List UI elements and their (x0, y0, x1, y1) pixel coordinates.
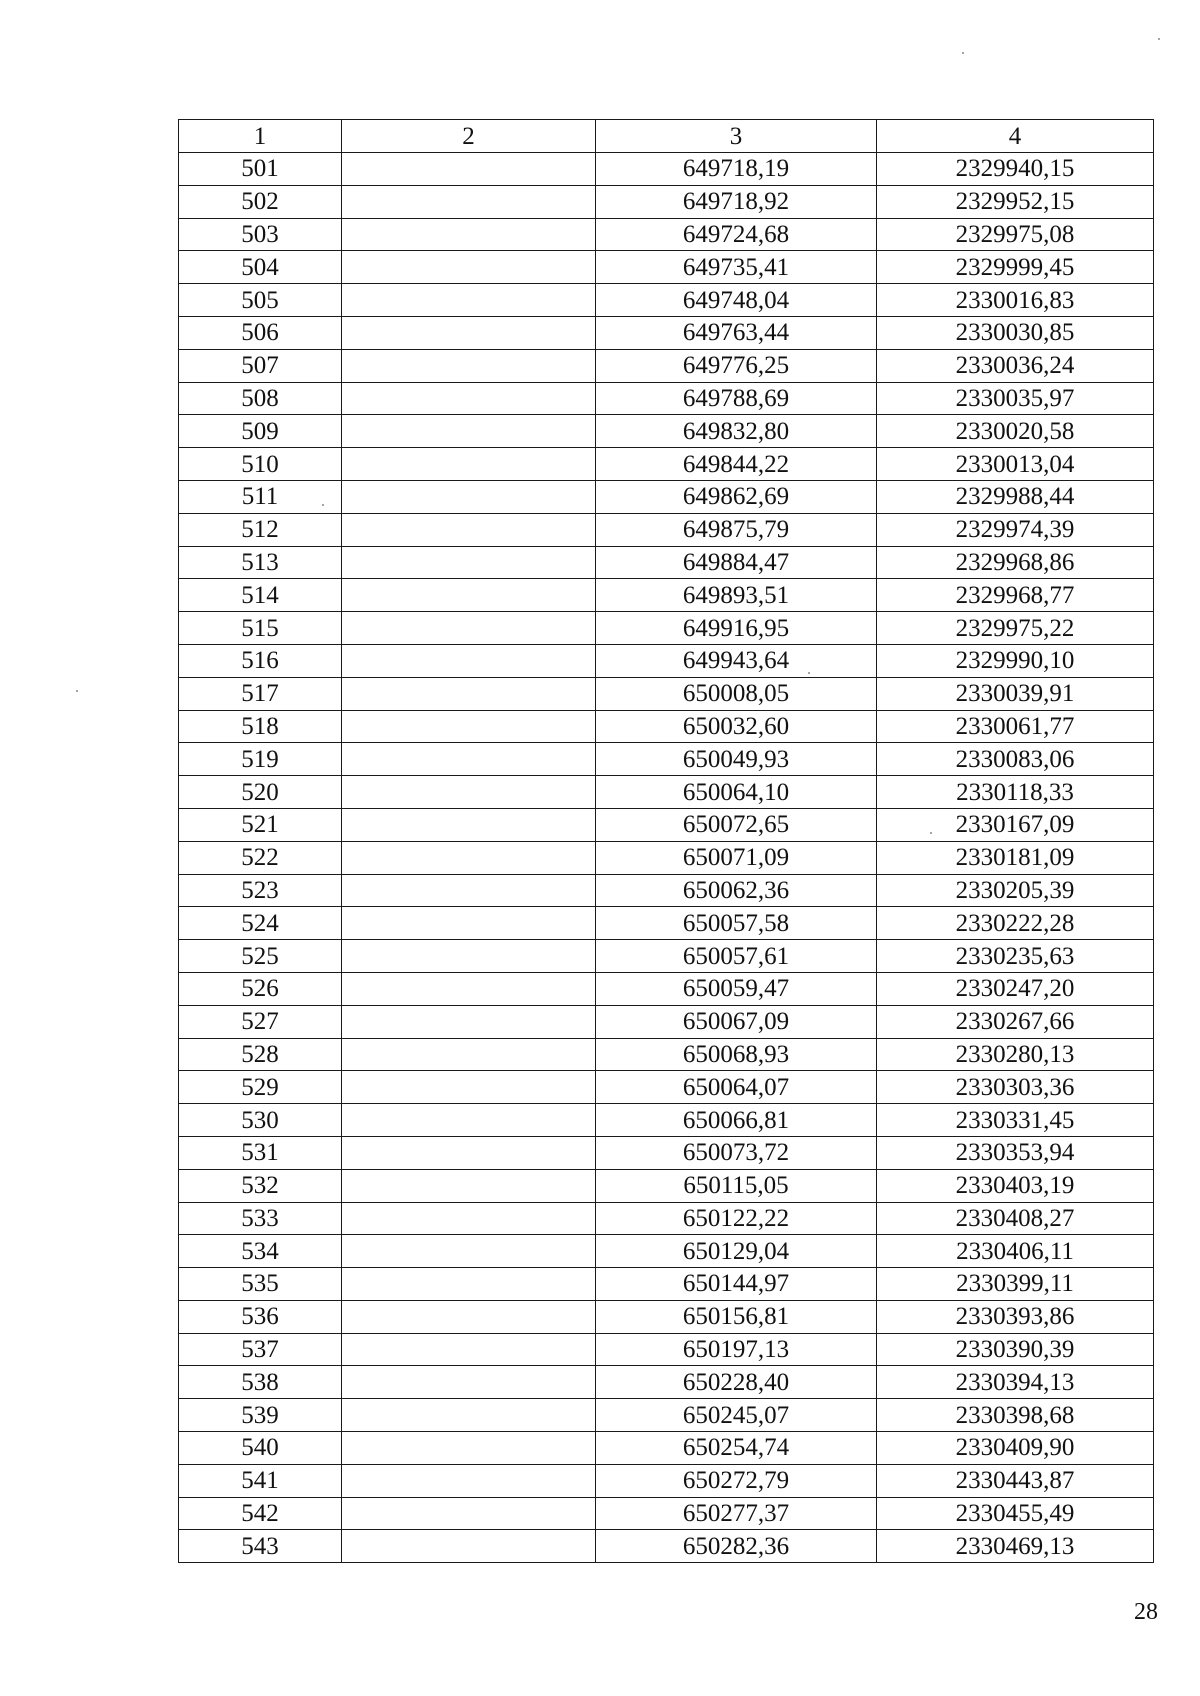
point-number-cell: 513 (179, 546, 342, 579)
point-number-cell: 539 (179, 1399, 342, 1432)
empty-cell (342, 1399, 596, 1432)
x-coordinate-cell: 650197,13 (596, 1333, 877, 1366)
empty-cell (342, 1202, 596, 1235)
x-coordinate-cell: 649893,51 (596, 579, 877, 612)
table-row (179, 382, 1154, 415)
point-number-cell: 536 (179, 1300, 342, 1333)
y-coordinate-cell: 2330205,39 (877, 874, 1154, 907)
scan-speck (1158, 38, 1160, 40)
point-number-cell: 510 (179, 448, 342, 481)
table-row (179, 1005, 1154, 1038)
y-coordinate-cell: 2330061,77 (877, 710, 1154, 743)
point-number-cell: 522 (179, 841, 342, 874)
point-number-cell: 524 (179, 907, 342, 940)
y-coordinate-cell: 2330222,28 (877, 907, 1154, 940)
empty-cell (342, 480, 596, 513)
point-number-cell: 507 (179, 349, 342, 382)
table-row (179, 1136, 1154, 1169)
y-coordinate-cell: 2330394,13 (877, 1366, 1154, 1399)
point-number-cell: 525 (179, 940, 342, 973)
y-coordinate-cell: 2330409,90 (877, 1432, 1154, 1465)
point-number-cell: 541 (179, 1464, 342, 1497)
table-row (179, 907, 1154, 940)
x-coordinate-cell: 650067,09 (596, 1005, 877, 1038)
empty-cell (342, 972, 596, 1005)
empty-cell (342, 579, 596, 612)
y-coordinate-cell: 2330406,11 (877, 1235, 1154, 1268)
table-row (179, 710, 1154, 743)
y-coordinate-cell: 2329975,08 (877, 218, 1154, 251)
table-row (179, 776, 1154, 809)
empty-cell (342, 776, 596, 809)
empty-cell (342, 284, 596, 317)
point-number-cell: 534 (179, 1235, 342, 1268)
x-coordinate-cell: 649724,68 (596, 218, 877, 251)
y-coordinate-cell: 2329999,45 (877, 251, 1154, 284)
point-number-cell: 506 (179, 316, 342, 349)
table-row (179, 1464, 1154, 1497)
x-coordinate-cell: 649844,22 (596, 448, 877, 481)
table-row (179, 1432, 1154, 1465)
empty-cell (342, 612, 596, 645)
table-row (179, 349, 1154, 382)
x-coordinate-cell: 650071,09 (596, 841, 877, 874)
x-coordinate-cell: 650064,10 (596, 776, 877, 809)
table-row (179, 546, 1154, 579)
table-row (179, 1038, 1154, 1071)
table-row (179, 1399, 1154, 1432)
y-coordinate-cell: 2330039,91 (877, 677, 1154, 710)
x-coordinate-cell: 649776,25 (596, 349, 877, 382)
x-coordinate-cell: 649718,92 (596, 185, 877, 218)
table-row (179, 1333, 1154, 1366)
empty-cell (342, 1169, 596, 1202)
empty-cell (342, 153, 596, 186)
x-coordinate-cell: 650129,04 (596, 1235, 877, 1268)
table-row (179, 1530, 1154, 1563)
point-number-cell: 505 (179, 284, 342, 317)
y-coordinate-cell: 2329968,86 (877, 546, 1154, 579)
table-row (179, 415, 1154, 448)
point-number-cell: 540 (179, 1432, 342, 1465)
table-row (179, 448, 1154, 481)
empty-cell (342, 1366, 596, 1399)
column-header: 2 (342, 120, 596, 153)
empty-cell (342, 907, 596, 940)
scan-speck (76, 690, 78, 692)
y-coordinate-cell: 2329974,39 (877, 513, 1154, 546)
point-number-cell: 508 (179, 382, 342, 415)
empty-cell (342, 1333, 596, 1366)
x-coordinate-cell: 649884,47 (596, 546, 877, 579)
point-number-cell: 533 (179, 1202, 342, 1235)
point-number-cell: 527 (179, 1005, 342, 1038)
x-coordinate-cell: 649718,19 (596, 153, 877, 186)
table-row (179, 1366, 1154, 1399)
y-coordinate-cell: 2330030,85 (877, 316, 1154, 349)
y-coordinate-cell: 2330083,06 (877, 743, 1154, 776)
x-coordinate-cell: 650272,79 (596, 1464, 877, 1497)
y-coordinate-cell: 2330036,24 (877, 349, 1154, 382)
empty-cell (342, 1235, 596, 1268)
empty-cell (342, 185, 596, 218)
empty-cell (342, 940, 596, 973)
y-coordinate-cell: 2330393,86 (877, 1300, 1154, 1333)
y-coordinate-cell: 2330035,97 (877, 382, 1154, 415)
empty-cell (342, 218, 596, 251)
empty-cell (342, 316, 596, 349)
x-coordinate-cell: 650228,40 (596, 1366, 877, 1399)
point-number-cell: 535 (179, 1268, 342, 1301)
table-row (179, 1104, 1154, 1137)
x-coordinate-cell: 649763,44 (596, 316, 877, 349)
x-coordinate-cell: 649832,80 (596, 415, 877, 448)
table-row (179, 316, 1154, 349)
y-coordinate-cell: 2330403,19 (877, 1169, 1154, 1202)
x-coordinate-cell: 650282,36 (596, 1530, 877, 1563)
x-coordinate-cell: 650068,93 (596, 1038, 877, 1071)
x-coordinate-cell: 650057,58 (596, 907, 877, 940)
empty-cell (342, 1005, 596, 1038)
point-number-cell: 514 (179, 579, 342, 612)
empty-cell (342, 743, 596, 776)
point-number-cell: 518 (179, 710, 342, 743)
empty-cell (342, 513, 596, 546)
table-row (179, 1071, 1154, 1104)
empty-cell (342, 1497, 596, 1530)
x-coordinate-cell: 649862,69 (596, 480, 877, 513)
point-number-cell: 543 (179, 1530, 342, 1563)
table-row (179, 579, 1154, 612)
x-coordinate-cell: 650008,05 (596, 677, 877, 710)
page-number: 28 (1134, 1599, 1158, 1625)
table-row (179, 841, 1154, 874)
x-coordinate-cell: 649788,69 (596, 382, 877, 415)
empty-cell (342, 841, 596, 874)
table-row (179, 1268, 1154, 1301)
y-coordinate-cell: 2330167,09 (877, 808, 1154, 841)
y-coordinate-cell: 2330408,27 (877, 1202, 1154, 1235)
table-row (179, 1169, 1154, 1202)
point-number-cell: 509 (179, 415, 342, 448)
point-number-cell: 529 (179, 1071, 342, 1104)
empty-cell (342, 1464, 596, 1497)
table-row (179, 284, 1154, 317)
x-coordinate-cell: 650057,61 (596, 940, 877, 973)
empty-cell (342, 874, 596, 907)
point-number-cell: 523 (179, 874, 342, 907)
y-coordinate-cell: 2330353,94 (877, 1136, 1154, 1169)
y-coordinate-cell: 2330280,13 (877, 1038, 1154, 1071)
empty-cell (342, 808, 596, 841)
y-coordinate-cell: 2329968,77 (877, 579, 1154, 612)
empty-cell (342, 415, 596, 448)
scan-speck (962, 52, 964, 54)
point-number-cell: 520 (179, 776, 342, 809)
empty-cell (342, 1432, 596, 1465)
table-row (179, 808, 1154, 841)
x-coordinate-cell: 650059,47 (596, 972, 877, 1005)
table-row (179, 677, 1154, 710)
table-row (179, 1202, 1154, 1235)
table-row (179, 153, 1154, 186)
table-row (179, 513, 1154, 546)
y-coordinate-cell: 2330267,66 (877, 1005, 1154, 1038)
x-coordinate-cell: 650066,81 (596, 1104, 877, 1137)
empty-cell (342, 1136, 596, 1169)
point-number-cell: 502 (179, 185, 342, 218)
table-row (179, 1235, 1154, 1268)
empty-cell (342, 1038, 596, 1071)
empty-cell (342, 677, 596, 710)
point-number-cell: 516 (179, 644, 342, 677)
x-coordinate-cell: 650062,36 (596, 874, 877, 907)
point-number-cell: 526 (179, 972, 342, 1005)
empty-cell (342, 710, 596, 743)
empty-cell (342, 1071, 596, 1104)
y-coordinate-cell: 2329975,22 (877, 612, 1154, 645)
y-coordinate-cell: 2330469,13 (877, 1530, 1154, 1563)
point-number-cell: 501 (179, 153, 342, 186)
point-number-cell: 521 (179, 808, 342, 841)
empty-cell (342, 1268, 596, 1301)
table-row (179, 940, 1154, 973)
x-coordinate-cell: 650245,07 (596, 1399, 877, 1432)
y-coordinate-cell: 2330235,63 (877, 940, 1154, 973)
point-number-cell: 537 (179, 1333, 342, 1366)
y-coordinate-cell: 2330303,36 (877, 1071, 1154, 1104)
y-coordinate-cell: 2330398,68 (877, 1399, 1154, 1432)
table-body (179, 153, 1154, 1563)
point-number-cell: 511 (179, 480, 342, 513)
empty-cell (342, 1104, 596, 1137)
table-row (179, 1497, 1154, 1530)
table-row (179, 612, 1154, 645)
x-coordinate-cell: 650144,97 (596, 1268, 877, 1301)
y-coordinate-cell: 2330399,11 (877, 1268, 1154, 1301)
y-coordinate-cell: 2329990,10 (877, 644, 1154, 677)
x-coordinate-cell: 649943,64 (596, 644, 877, 677)
y-coordinate-cell: 2330118,33 (877, 776, 1154, 809)
empty-cell (342, 1300, 596, 1333)
x-coordinate-cell: 650115,05 (596, 1169, 877, 1202)
y-coordinate-cell: 2330020,58 (877, 415, 1154, 448)
y-coordinate-cell: 2330247,20 (877, 972, 1154, 1005)
table-row (179, 480, 1154, 513)
x-coordinate-cell: 650156,81 (596, 1300, 877, 1333)
y-coordinate-cell: 2330016,83 (877, 284, 1154, 317)
point-number-cell: 512 (179, 513, 342, 546)
table-row (179, 218, 1154, 251)
point-number-cell: 531 (179, 1136, 342, 1169)
table-row (179, 874, 1154, 907)
point-number-cell: 515 (179, 612, 342, 645)
empty-cell (342, 251, 596, 284)
y-coordinate-cell: 2330331,45 (877, 1104, 1154, 1137)
column-header: 4 (877, 120, 1154, 153)
point-number-cell: 538 (179, 1366, 342, 1399)
empty-cell (342, 349, 596, 382)
table-row (179, 972, 1154, 1005)
table-row (179, 1300, 1154, 1333)
point-number-cell: 528 (179, 1038, 342, 1071)
x-coordinate-cell: 650072,65 (596, 808, 877, 841)
x-coordinate-cell: 649735,41 (596, 251, 877, 284)
point-number-cell: 503 (179, 218, 342, 251)
y-coordinate-cell: 2329940,15 (877, 153, 1154, 186)
y-coordinate-cell: 2330181,09 (877, 841, 1154, 874)
table-row (179, 251, 1154, 284)
column-header: 1 (179, 120, 342, 153)
x-coordinate-cell: 649875,79 (596, 513, 877, 546)
x-coordinate-cell: 650277,37 (596, 1497, 877, 1530)
y-coordinate-cell: 2330390,39 (877, 1333, 1154, 1366)
x-coordinate-cell: 650254,74 (596, 1432, 877, 1465)
y-coordinate-cell: 2330455,49 (877, 1497, 1154, 1530)
y-coordinate-cell: 2329988,44 (877, 480, 1154, 513)
x-coordinate-cell: 650032,60 (596, 710, 877, 743)
point-number-cell: 504 (179, 251, 342, 284)
point-number-cell: 532 (179, 1169, 342, 1202)
x-coordinate-cell: 650064,07 (596, 1071, 877, 1104)
y-coordinate-cell: 2330013,04 (877, 448, 1154, 481)
empty-cell (342, 644, 596, 677)
empty-cell (342, 1530, 596, 1563)
point-number-cell: 530 (179, 1104, 342, 1137)
point-number-cell: 542 (179, 1497, 342, 1530)
empty-cell (342, 546, 596, 579)
column-header: 3 (596, 120, 877, 153)
y-coordinate-cell: 2329952,15 (877, 185, 1154, 218)
point-number-cell: 519 (179, 743, 342, 776)
empty-cell (342, 382, 596, 415)
table-row (179, 644, 1154, 677)
x-coordinate-cell: 650073,72 (596, 1136, 877, 1169)
x-coordinate-cell: 649748,04 (596, 284, 877, 317)
table-header-row (179, 120, 1154, 153)
point-number-cell: 517 (179, 677, 342, 710)
table-row (179, 743, 1154, 776)
empty-cell (342, 448, 596, 481)
y-coordinate-cell: 2330443,87 (877, 1464, 1154, 1497)
table-row (179, 185, 1154, 218)
coordinates-table (178, 119, 1154, 1563)
x-coordinate-cell: 650122,22 (596, 1202, 877, 1235)
x-coordinate-cell: 649916,95 (596, 612, 877, 645)
x-coordinate-cell: 650049,93 (596, 743, 877, 776)
